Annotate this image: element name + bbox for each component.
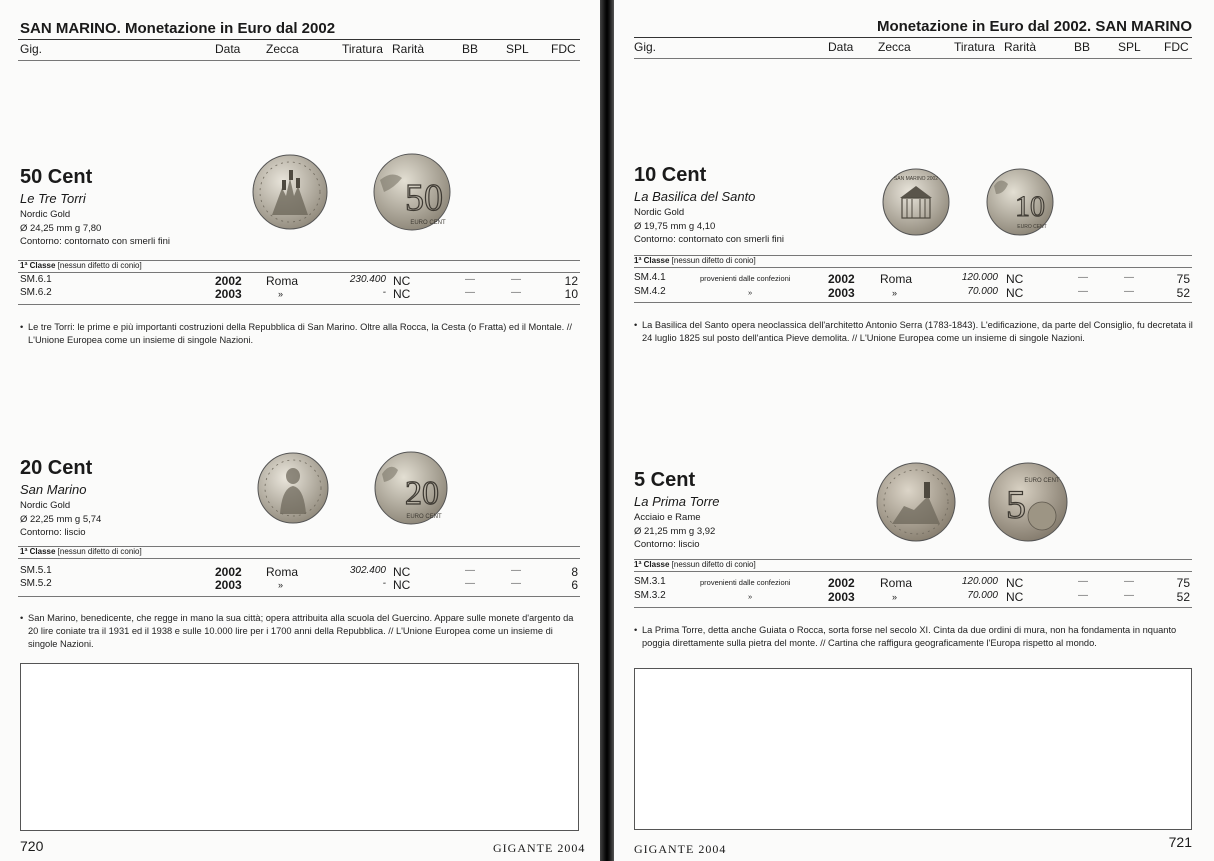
coin-specs xyxy=(634,206,784,247)
coin-name: La Basilica del Santo xyxy=(634,189,756,204)
classe-underline xyxy=(634,571,1192,572)
header-underline xyxy=(18,60,580,61)
col-rarita: Rarità xyxy=(1004,40,1037,54)
col-fdc: FDC xyxy=(551,42,576,56)
reverse-label: EURO CENT xyxy=(1024,478,1060,484)
table-row: SM.3.2 » 2003 » 70.000 NC — — 52 xyxy=(634,590,1190,604)
table-row: SM.4.2 » 2003 » 70.000 NC — — 52 xyxy=(634,286,1190,300)
classe-label: 1ª Classe [nessun difetto di conio] xyxy=(634,256,756,265)
column-headers xyxy=(614,40,1214,58)
reverse-value: 5 xyxy=(1006,482,1026,527)
page-number: 721 xyxy=(1168,834,1192,850)
coin-name: Le Tre Torri xyxy=(20,191,86,206)
table-row: SM.6.2 2003 » - NC — — 10 xyxy=(20,287,578,301)
page-number: 720 xyxy=(20,838,44,854)
classe-underline xyxy=(634,267,1192,268)
table-row: SM.4.1 provenienti dalle confezioni 2002 Roma 120.000 NC — — 75 xyxy=(634,272,1190,286)
table-bottom-rule xyxy=(18,304,580,305)
coin-edge: Contorno: contornato con smerli fini xyxy=(20,236,170,247)
coin-edge: Contorno: liscio xyxy=(20,527,86,538)
col-gig: Gig. xyxy=(634,40,657,54)
table-row: SM.6.1 2002 Roma 230.400 NC — — 12 xyxy=(20,274,578,288)
coin-dimensions: Ø 21,25 mm g 3,92 xyxy=(634,525,716,537)
col-data: Data xyxy=(828,40,854,54)
table-row: SM.5.1 2002 Roma 302.400 NC — — 8 xyxy=(20,565,578,579)
col-bb: BB xyxy=(1074,40,1091,54)
classe-label: 1ª Classe [nessun difetto di conio] xyxy=(20,261,142,270)
coin-reverse-10 xyxy=(984,156,1056,248)
col-fdc: FDC xyxy=(1164,40,1189,54)
col-gig: Gig. xyxy=(20,42,43,56)
footer-book-title: GIGANTE 2004 xyxy=(493,841,586,855)
reverse-value: 20 xyxy=(405,475,439,512)
reverse-value: 10 xyxy=(1015,190,1045,223)
header-rule xyxy=(18,39,580,40)
col-tiratura: Tiratura xyxy=(954,40,995,54)
header-underline xyxy=(634,58,1192,59)
running-title: Monetazione in Euro dal 2002. SAN MARINO xyxy=(876,18,1192,35)
col-bb: BB xyxy=(462,42,479,56)
reverse-label: EURO CENT xyxy=(406,514,442,520)
classe-underline xyxy=(18,558,580,559)
coin-metal: Nordic Gold xyxy=(20,209,71,220)
reverse-label: EURO CENT xyxy=(1017,224,1047,230)
col-data: Data xyxy=(215,42,241,56)
col-tiratura: Tiratura xyxy=(342,42,383,56)
coin-note: • La Prima Torre, detta anche Guiata o Rocca, sorta forse nel secolo XI. Cinta da due ordini di mura, non ha fondamenta in nquanto poggia direttamente sulla pietra del monte. // Cartina che raffigura geograficamente l'Europa rispetto al mondo. xyxy=(634,625,1177,648)
table-bottom-rule xyxy=(634,302,1192,303)
col-rarita: Rarità xyxy=(392,42,425,56)
header-rule xyxy=(634,37,1192,38)
coin-edge: Contorno: liscio xyxy=(634,539,700,550)
coin-denomination: 5 Cent xyxy=(634,469,696,491)
coin-name: La Prima Torre xyxy=(634,494,720,509)
book-spine xyxy=(600,0,614,861)
coin-note: • San Marino, benedicente, che regge in mano la sua città; opera attribuita alla scuola del Guercino. Appare sulle monete d'argento da 20 lire coniate tra il 1931 ed il 1938 e sulle 10.000 lire per i 1700 anni della Repubblica. // L'Unione Europea come un insieme di singole Nazioni. xyxy=(20,613,574,649)
coin-obverse-5 xyxy=(874,456,958,548)
classe-underline xyxy=(18,272,580,273)
coin-reverse-20 xyxy=(372,440,450,536)
left-page xyxy=(0,0,600,861)
table-bottom-rule xyxy=(634,607,1192,608)
coin-reverse-50 xyxy=(372,140,452,244)
table-row: SM.5.2 2003 » - NC — — 6 xyxy=(20,578,578,592)
coin-dimensions: Ø 19,75 mm g 4,10 xyxy=(634,220,716,232)
obverse-text: SAN MARINO 2002 xyxy=(893,176,939,182)
col-zecca: Zecca xyxy=(878,40,911,54)
coin-dimensions: Ø 24,25 mm g 7,80 xyxy=(20,222,102,234)
reverse-value: 50 xyxy=(405,177,443,219)
coin-specs xyxy=(20,499,101,540)
column-headers xyxy=(0,42,600,60)
coin-obverse-20 xyxy=(256,440,330,536)
coin-metal: Nordic Gold xyxy=(20,500,71,511)
coin-edge: Contorno: contornato con smerli fini xyxy=(634,234,784,245)
coin-denomination: 10 Cent xyxy=(634,164,707,186)
coin-reverse-5 xyxy=(986,456,1070,548)
empty-box xyxy=(634,668,1192,830)
table-bottom-rule xyxy=(18,596,580,597)
classe-label: 1ª Classe [nessun difetto di conio] xyxy=(634,560,756,569)
running-title: SAN MARINO. Monetazione in Euro dal 2002 xyxy=(20,20,336,37)
col-zecca: Zecca xyxy=(266,42,299,56)
right-page xyxy=(614,0,1214,861)
coin-denomination: 50 Cent xyxy=(20,166,93,188)
reverse-label: EURO CENT xyxy=(410,220,446,226)
coin-name: San Marino xyxy=(20,482,87,497)
coin-obverse-50 xyxy=(252,140,328,244)
coin-note: • La Basilica del Santo opera neoclassica dell'architetto Antonio Serra (1783-1843). L'edificazione, da parte del Consiglio, fu decretata il 24 luglio 1825 sul posto dell'antica Pieve demolita. // L'Unione Europea come un insieme di singole Nazioni. xyxy=(634,320,1193,343)
table-row: SM.3.1 provenienti dalle confezioni 2002 Roma 120.000 NC — — 75 xyxy=(634,576,1190,590)
classe-label: 1ª Classe [nessun difetto di conio] xyxy=(20,547,142,556)
coin-metal: Nordic Gold xyxy=(634,207,685,218)
coin-dimensions: Ø 22,25 mm g 5,74 xyxy=(20,513,102,525)
empty-box xyxy=(20,663,579,831)
coin-denomination: 20 Cent xyxy=(20,457,93,479)
coin-metal: Acciaio e Rame xyxy=(634,512,701,523)
coin-obverse-10 xyxy=(880,156,952,248)
col-spl: SPL xyxy=(506,42,529,56)
coin-note: • Le tre Torri: le prime e più importanti costruzioni della Repubblica di San Marino. Oltre alla Rocca, la Cesta (o Fratta) ed il Montale. // L'Unione Europea come un insieme di singole Nazioni. xyxy=(20,322,572,345)
coin-specs xyxy=(20,208,170,249)
footer-book-title: GIGANTE 2004 xyxy=(634,842,727,856)
coin-specs xyxy=(634,511,715,552)
col-spl: SPL xyxy=(1118,40,1141,54)
